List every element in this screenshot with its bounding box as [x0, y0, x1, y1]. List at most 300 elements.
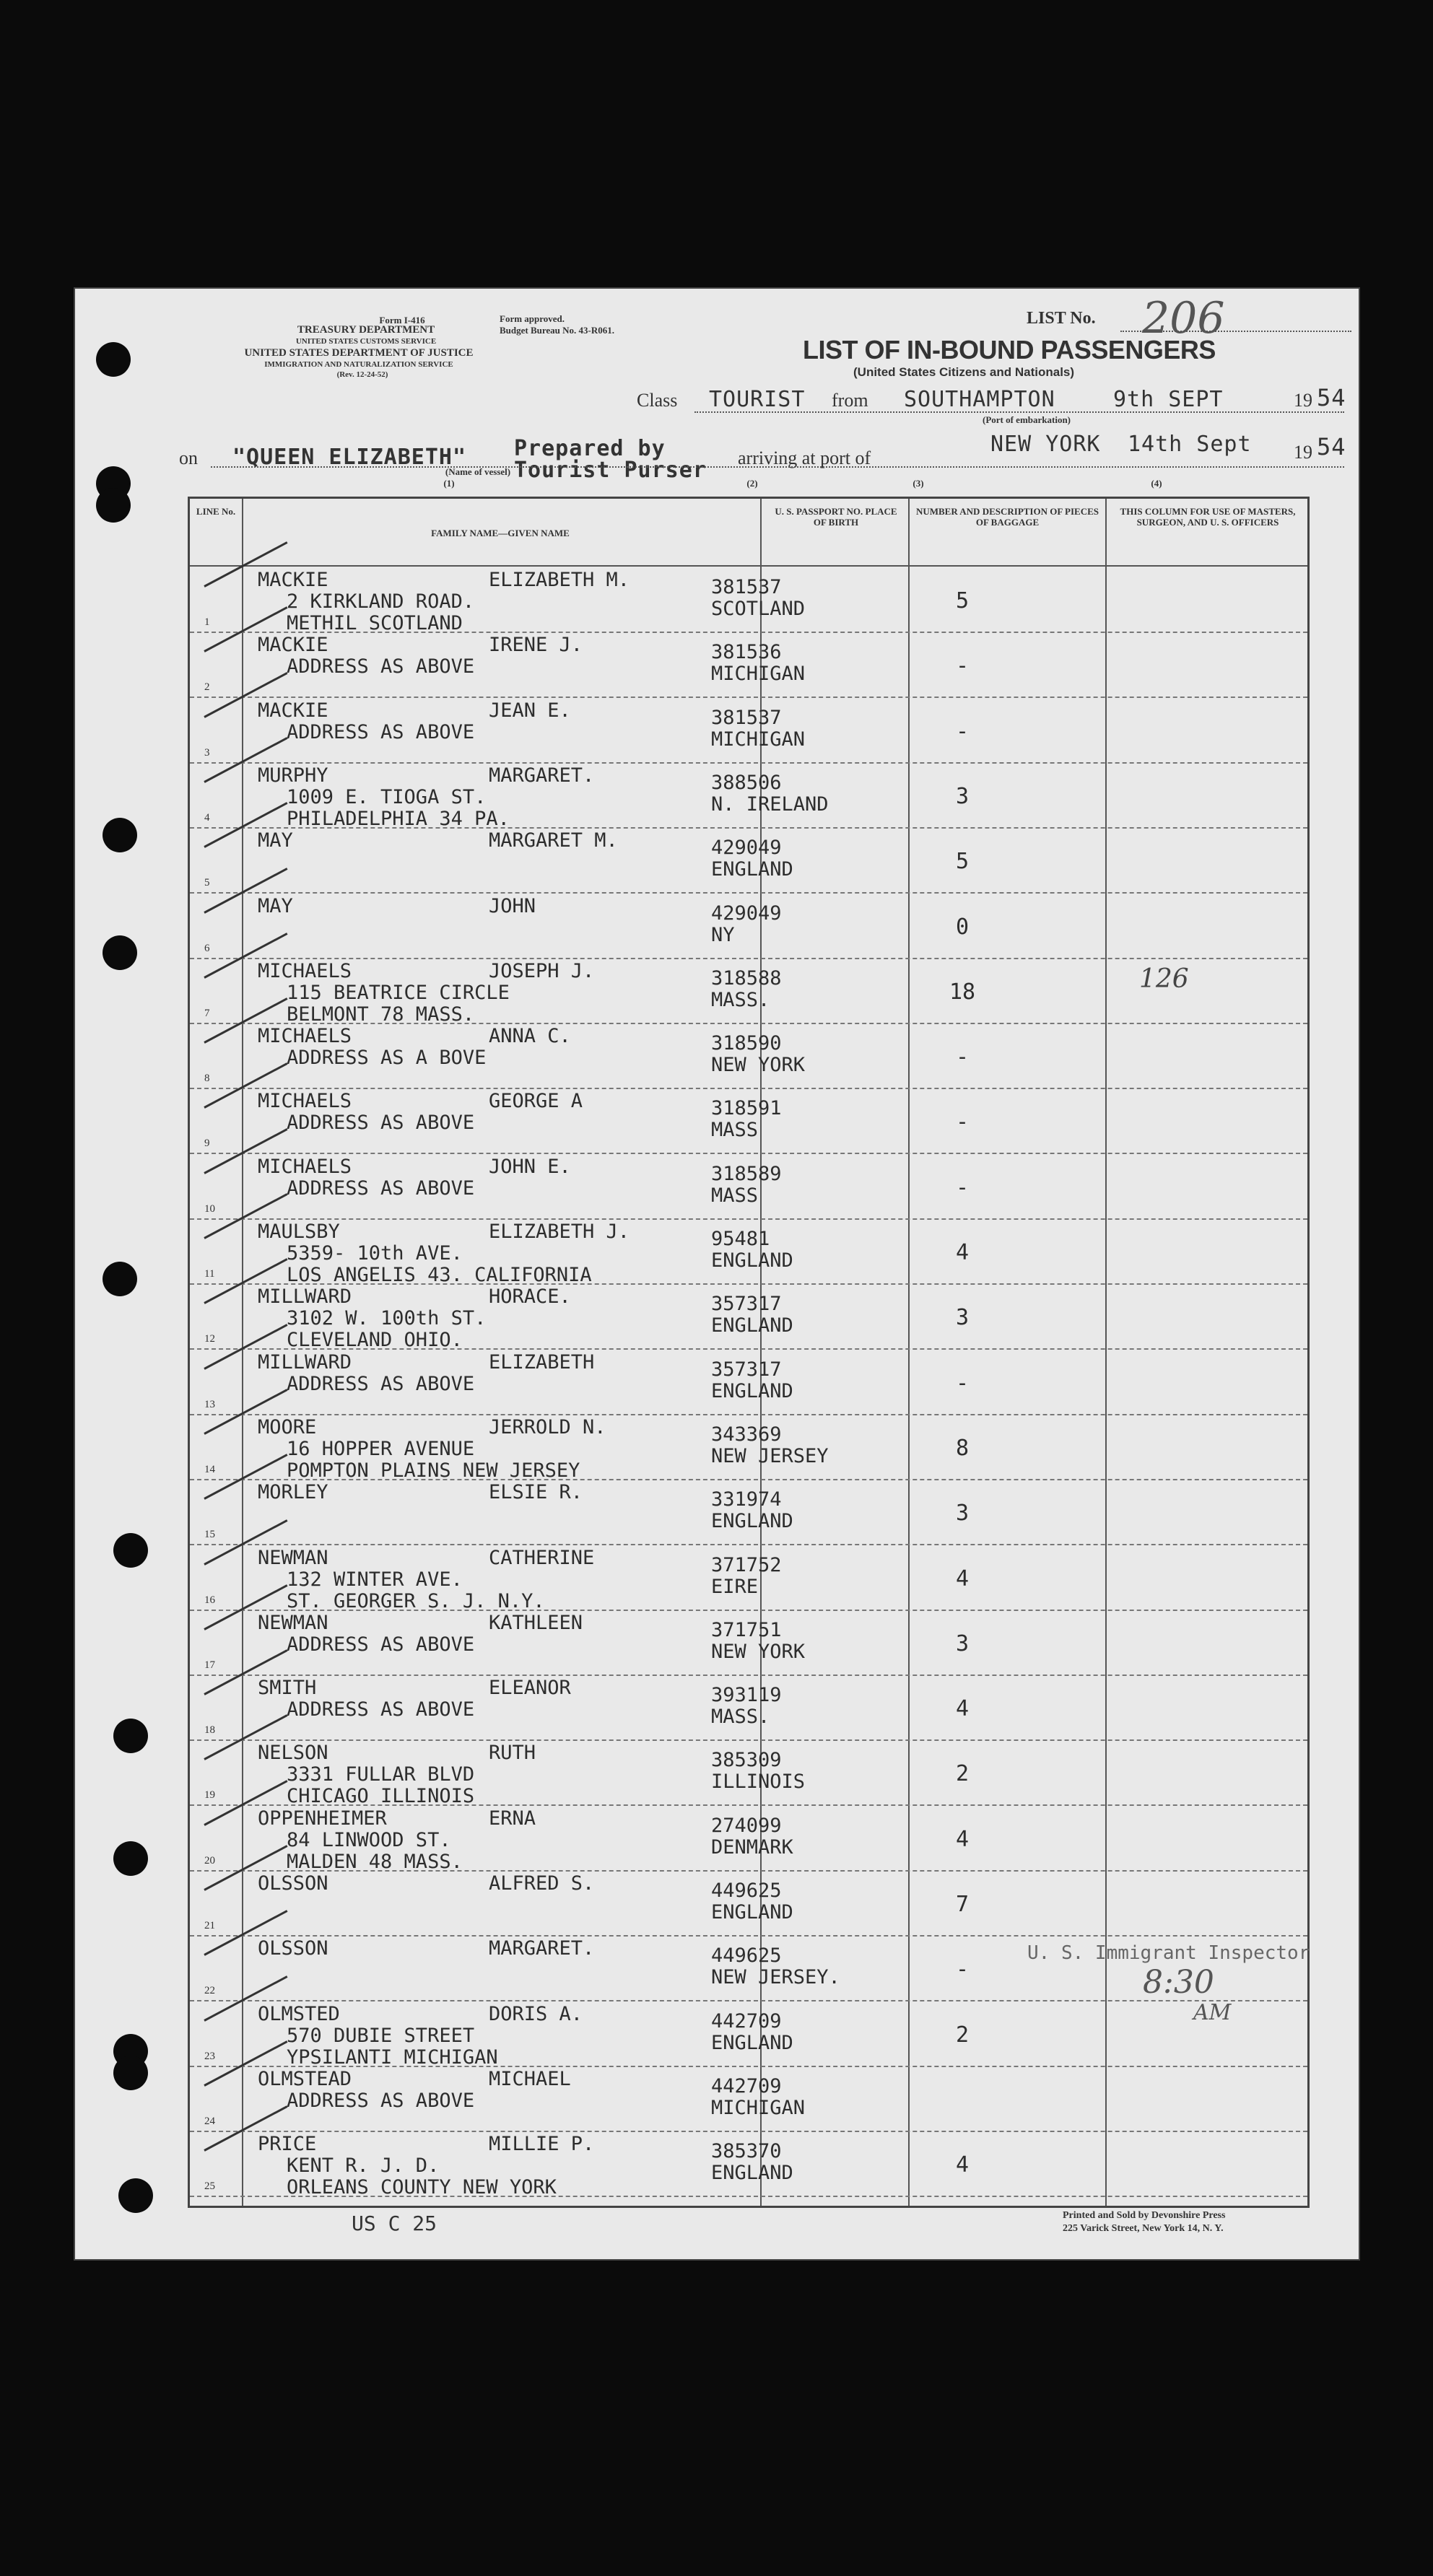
baggage-count: 2	[955, 1761, 970, 1787]
baggage-count: -	[955, 1370, 970, 1396]
address-line-1: ADDRESS AS ABOVE	[287, 720, 475, 743]
binder-hole	[103, 1262, 137, 1296]
address-line-1: ADDRESS AS ABOVE	[287, 655, 475, 678]
passenger-name	[258, 1417, 662, 1482]
passenger-name	[258, 1873, 662, 1895]
given-name: KATHLEEN	[489, 1611, 583, 1634]
address-line-1: 570 DUBIE STREET	[287, 2024, 475, 2047]
line-number: 16	[204, 1594, 215, 1606]
baggage-count: 18	[949, 979, 976, 1005]
baggage-count: -	[955, 1957, 970, 1983]
table-row	[190, 893, 1307, 959]
family-name: MICHAELS	[258, 1155, 352, 1178]
given-name: MARGARET.	[489, 1937, 595, 1960]
given-name: ELIZABETH	[489, 1350, 595, 1374]
officer-number: 126	[1139, 964, 1189, 994]
place-of-birth: DENMARK	[711, 1835, 793, 1859]
printer-line-2: 225 Varick Street, New York 14, N. Y.	[1063, 2223, 1224, 2234]
treasury-dept: TREASURY DEPARTMENT	[297, 324, 435, 336]
baggage-count: 8	[955, 1435, 970, 1461]
passport-cell	[711, 1750, 863, 1793]
family-name: MILLWARD	[258, 1350, 352, 1374]
address-line-1: ADDRESS AS ABOVE	[287, 2089, 475, 2112]
passport-cell	[711, 1033, 863, 1076]
manifest-title: LIST OF IN-BOUND PASSENGERS	[803, 335, 1216, 364]
baggage-count: 7	[955, 1892, 970, 1917]
on-label: on	[179, 447, 198, 468]
address-line-1: 16 HOPPER AVENUE	[287, 1437, 475, 1460]
line-number: 13	[204, 1398, 215, 1410]
embark-year: 54	[1317, 384, 1346, 411]
passport-number: 429049	[711, 901, 782, 925]
given-name: ELSIE R.	[489, 1481, 583, 1504]
passport-number: 442709	[711, 2009, 782, 2033]
address-line-1: ADDRESS AS ABOVE	[287, 1112, 475, 1135]
address-line-1: 3331 FULLAR BLVD	[287, 1763, 475, 1786]
passenger-name	[258, 1677, 662, 1721]
baggage-count: 4	[955, 1240, 970, 1265]
place-of-birth: MASS.	[711, 988, 770, 1011]
passenger-name	[258, 1547, 662, 1612]
place-of-birth: MICHIGAN	[711, 728, 806, 751]
baggage-count: 5	[955, 849, 970, 875]
passenger-name	[258, 896, 662, 917]
passport-cell	[711, 1163, 863, 1207]
given-name: ELIZABETH J.	[489, 1221, 630, 1243]
table-row	[190, 1805, 1307, 1872]
preparer: Tourist Purser	[514, 458, 707, 483]
address-line-1: ADDRESS AS ABOVE	[287, 1698, 475, 1721]
baggage-count: -	[955, 718, 970, 744]
form-approved: Form approved.	[500, 313, 565, 324]
place-of-birth: NEW JERSEY.	[711, 1966, 840, 1989]
table-row	[190, 1283, 1307, 1350]
col-num-1: (1)	[443, 478, 455, 489]
justice-dept: UNITED STATES DEPARTMENT OF JUSTICE	[244, 347, 474, 359]
given-name: MARGARET.	[489, 764, 595, 787]
class-label: Class	[637, 390, 678, 411]
embark-date: 9th SEPT	[1113, 387, 1224, 412]
address-line-2: METHIL SCOTLAND	[287, 612, 463, 634]
revision-date: (Rev. 12-24-52)	[336, 370, 388, 379]
printer-line-1: Printed and Sold by Devonshire Press	[1063, 2210, 1226, 2221]
passport-cell	[711, 1815, 863, 1859]
passport-cell	[711, 2076, 863, 2119]
place-of-birth: ENGLAND	[711, 1379, 793, 1402]
passport-cell	[711, 577, 863, 620]
place-of-birth: MICHIGAN	[711, 663, 806, 686]
ins-service: IMMIGRATION AND NATURALIZATION SERVICE	[264, 360, 453, 369]
baggage-count: 4	[955, 2152, 970, 2178]
place-of-birth: NY	[711, 923, 735, 946]
binder-hole	[118, 2178, 153, 2213]
baggage-count: 4	[955, 1696, 970, 1722]
arrival-port: NEW YORK	[990, 432, 1101, 457]
address-line-1: KENT R. J. D.	[287, 2154, 440, 2178]
passenger-name	[258, 961, 662, 1026]
inspector-ampm: AM	[1193, 2000, 1232, 2025]
binder-hole	[96, 488, 131, 523]
passenger-name	[258, 1808, 662, 1873]
col-header-officers: THIS COLUMN FOR USE OF MASTERS, SURGEON, AND U. S. OFFICERS	[1120, 506, 1296, 528]
place-of-birth: NEW JERSEY	[711, 1444, 829, 1467]
passport-cell	[711, 642, 863, 685]
table-row	[190, 1610, 1307, 1676]
customs-service: UNITED STATES CUSTOMS SERVICE	[295, 337, 437, 346]
family-name: MICHAELS	[258, 959, 352, 982]
address-line-1: 2 KIRKLAND ROAD.	[287, 590, 475, 613]
line-number: 19	[204, 1789, 215, 1802]
address-line-1: ADDRESS AS A BOVE	[287, 1047, 487, 1070]
passenger-name	[258, 1352, 662, 1395]
place-of-birth: ENGLAND	[711, 1249, 793, 1272]
passport-cell	[711, 1098, 863, 1141]
passport-number: 385370	[711, 2140, 782, 2163]
place-of-birth: SCOTLAND	[711, 598, 806, 620]
table-row	[190, 1218, 1307, 1285]
passenger-name	[258, 1482, 662, 1503]
table-row	[190, 762, 1307, 829]
passenger-name	[258, 2134, 662, 2199]
passport-number: 318590	[711, 1032, 782, 1055]
table-row	[190, 697, 1307, 764]
passport-cell	[711, 1228, 863, 1272]
table-row	[190, 1545, 1307, 1611]
family-name: MURPHY	[258, 764, 328, 787]
passenger-name	[258, 1156, 662, 1200]
address-line-2: CLEVELAND OHIO.	[287, 1329, 463, 1352]
place-of-birth: ENGLAND	[711, 2031, 793, 2054]
place-of-birth: MASS.	[711, 1706, 770, 1729]
address-line-1: 115 BEATRICE CIRCLE	[287, 981, 510, 1004]
line-number: 25	[204, 2180, 215, 2193]
given-name: JOSEPH J.	[489, 959, 595, 982]
place-of-birth: ENGLAND	[711, 858, 793, 881]
passenger-name	[258, 1612, 662, 1656]
line-number: 18	[204, 1724, 215, 1737]
from-label: from	[832, 390, 868, 411]
address-line-2: ST. GEORGER S. J. N.Y.	[287, 1589, 545, 1612]
line-number: 9	[204, 1138, 210, 1150]
baggage-count: 2	[955, 2022, 970, 2048]
baggage-count: -	[955, 1109, 970, 1135]
passenger-name	[258, 700, 662, 743]
budget-bureau: Budget Bureau No. 43-R061.	[500, 325, 615, 336]
address-line-1: 84 LINWOOD ST.	[287, 1828, 451, 1851]
binder-hole	[113, 1841, 148, 1876]
passport-cell	[711, 968, 863, 1011]
line-number: 21	[204, 1920, 215, 1931]
baggage-count: 5	[955, 588, 970, 614]
passenger-name	[258, 2004, 662, 2069]
passport-number: 381537	[711, 706, 782, 729]
passport-number: 274099	[711, 1814, 782, 1837]
col-num-3: (3)	[912, 478, 924, 489]
vessel-name: "QUEEN ELIZABETH"	[232, 445, 467, 470]
line-number: 22	[204, 1985, 215, 1997]
passport-number: 318589	[711, 1162, 782, 1185]
table-row	[190, 1088, 1307, 1154]
manifest-subtitle: (United States Citizens and Nationals)	[853, 365, 1075, 379]
family-name: MAY	[258, 829, 293, 852]
baggage-count: 3	[955, 783, 970, 809]
passport-number: 449625	[711, 1944, 782, 1968]
line-number: 1	[204, 616, 210, 628]
given-name: MILLIE P.	[489, 2133, 595, 2156]
baggage-count: -	[955, 1044, 970, 1070]
passport-number: 381536	[711, 641, 782, 664]
family-name: MAY	[258, 894, 293, 917]
given-name: ELEANOR	[489, 1677, 571, 1700]
place-of-birth: ILLINOIS	[711, 1771, 806, 1794]
line-number: 7	[204, 1007, 210, 1019]
passport-cell	[711, 837, 863, 881]
passport-number: 371752	[711, 1553, 782, 1576]
address-line-1: ADDRESS AS ABOVE	[287, 1372, 475, 1395]
arrival-year-prefix: 19	[1294, 442, 1312, 463]
baggage-count: 3	[955, 1501, 970, 1527]
passport-cell	[711, 707, 863, 751]
family-name: MACKIE	[258, 569, 328, 591]
passport-cell	[711, 1293, 863, 1337]
given-name: ANNA C.	[489, 1025, 571, 1048]
passenger-name	[258, 1221, 662, 1286]
vessel-note: (Name of vessel)	[445, 466, 511, 477]
form-code: US C 25	[352, 2212, 437, 2235]
given-name: JERROLD N.	[489, 1415, 606, 1438]
place-of-birth: ENGLAND	[711, 2162, 793, 2185]
line-number: 2	[204, 681, 210, 694]
passport-cell	[711, 1424, 863, 1467]
passport-cell	[711, 772, 863, 816]
passenger-name	[258, 765, 662, 830]
given-name: ERNA	[489, 1807, 536, 1830]
passport-number: 393119	[711, 1684, 782, 1707]
family-name: OPPENHEIMER	[258, 1807, 387, 1830]
passport-number: 318588	[711, 966, 782, 990]
baggage-count: 0	[955, 914, 970, 940]
table-row	[190, 1153, 1307, 1220]
line-number: 12	[204, 1333, 215, 1345]
address-line-1: ADDRESS AS ABOVE	[287, 1633, 475, 1656]
given-name: JOHN	[489, 894, 536, 917]
family-name: MORLEY	[258, 1481, 328, 1504]
table-row	[190, 1349, 1307, 1415]
passport-cell	[711, 1880, 863, 1924]
given-name: ALFRED S.	[489, 1872, 595, 1895]
table-row	[190, 1870, 1307, 1937]
family-name: OLSSON	[258, 1937, 328, 1960]
embark-year-prefix: 19	[1294, 390, 1312, 411]
given-name: ELIZABETH M.	[489, 569, 630, 591]
given-name: GEORGE A	[489, 1090, 583, 1113]
family-name: MICHAELS	[258, 1090, 352, 1113]
given-name: IRENE J.	[489, 634, 583, 657]
address-line-1: ADDRESS AS ABOVE	[287, 1176, 475, 1200]
passenger-name	[258, 1938, 662, 1960]
given-name: HORACE.	[489, 1285, 571, 1309]
passport-cell	[711, 1945, 863, 1988]
place-of-birth: MASS	[711, 1119, 759, 1142]
place-of-birth: EIRE	[711, 1575, 759, 1598]
passport-number: 343369	[711, 1423, 782, 1446]
table-row	[190, 1414, 1307, 1480]
passport-cell	[711, 903, 863, 946]
given-name: MARGARET M.	[489, 829, 618, 852]
place-of-birth: MASS	[711, 1184, 759, 1207]
given-name: CATHERINE	[489, 1546, 595, 1569]
line-number: 4	[204, 811, 210, 824]
prepared-by: Prepared by	[514, 436, 666, 461]
address-line-2: PHILADELPHIA 34 PA.	[287, 807, 510, 830]
address-line-2: YPSILANTI MICHIGAN	[287, 2045, 498, 2069]
place-of-birth: ENGLAND	[711, 1510, 793, 1533]
passenger-name	[258, 1742, 662, 1807]
table-row	[190, 632, 1307, 698]
list-no-label: LIST No.	[1027, 309, 1096, 328]
family-name: MICHAELS	[258, 1025, 352, 1048]
from-port: SOUTHAMPTON	[904, 387, 1055, 412]
passport-number: 388506	[711, 771, 782, 794]
address-line-1: 3102 W. 100th ST.	[287, 1307, 487, 1330]
baggage-count: 3	[955, 1305, 970, 1331]
form-number: Form I-416	[379, 315, 425, 326]
place-of-birth: MICHIGAN	[711, 2096, 806, 2119]
address-line-2: POMPTON PLAINS NEW JERSEY	[287, 1459, 580, 1482]
family-name: NEWMAN	[258, 1546, 328, 1569]
inspector-stamp: U. S. Immigrant Inspector	[1027, 1942, 1310, 1964]
address-line-1: 132 WINTER AVE.	[287, 1568, 463, 1591]
passenger-name	[258, 569, 662, 634]
class-value: TOURIST	[709, 387, 806, 412]
binder-hole	[113, 1533, 148, 1568]
table-row	[190, 1479, 1307, 1545]
passport-cell	[711, 1555, 863, 1598]
passport-cell	[711, 1489, 863, 1532]
list-underline	[1120, 331, 1351, 332]
line-number: 24	[204, 2115, 215, 2127]
line-number: 3	[204, 746, 210, 759]
binder-hole	[113, 2056, 148, 2090]
binder-hole	[103, 935, 137, 970]
passenger-name	[258, 2069, 662, 2112]
line-number: 6	[204, 942, 210, 954]
baggage-count: 3	[955, 1630, 970, 1656]
passport-cell	[711, 2011, 863, 2054]
vessel-underline	[211, 466, 1344, 468]
class-underline	[694, 411, 1344, 413]
col-header-line: LINE No.	[196, 506, 236, 517]
passenger-name	[258, 634, 662, 678]
baggage-count: 4	[955, 1826, 970, 1852]
family-name: MACKIE	[258, 699, 328, 722]
given-name: JEAN E.	[489, 699, 571, 722]
table-row	[190, 1023, 1307, 1089]
place-of-birth: ENGLAND	[711, 1314, 793, 1337]
col-header-passport: U. S. PASSPORT NO. PLACE OF BIRTH	[775, 506, 897, 528]
table-row	[190, 567, 1307, 633]
passport-number: 95481	[711, 1228, 770, 1250]
passport-cell	[711, 1620, 863, 1663]
passport-number: 357317	[711, 1358, 782, 1381]
line-number: 20	[204, 1854, 215, 1866]
address-line-2: CHICAGO ILLINOIS	[287, 1785, 475, 1808]
family-name: MILLWARD	[258, 1285, 352, 1309]
family-name: OLMSTEAD	[258, 2067, 352, 2090]
family-name: MACKIE	[258, 634, 328, 657]
arrival-year: 54	[1317, 433, 1346, 460]
col-num-2: (2)	[746, 478, 758, 489]
binder-hole	[96, 342, 131, 377]
col-num-4: (4)	[1151, 478, 1162, 489]
passport-number: 331974	[711, 1488, 782, 1511]
line-number: 8	[204, 1073, 210, 1085]
binder-hole	[113, 1719, 148, 1753]
line-number: 23	[204, 2050, 215, 2062]
address-line-2: ORLEANS COUNTY NEW YORK	[287, 2176, 557, 2199]
passport-number: 381537	[711, 576, 782, 598]
port-note: (Port of embarkation)	[982, 414, 1071, 425]
table-row	[190, 1739, 1307, 1806]
passenger-table	[188, 497, 1310, 2208]
table-row	[190, 827, 1307, 894]
given-name: MICHAEL	[489, 2067, 571, 2090]
passport-cell	[711, 1685, 863, 1728]
arriving-label: arriving at port of	[738, 447, 871, 468]
table-row	[190, 1675, 1307, 1741]
line-number: 10	[204, 1202, 215, 1215]
family-name: NELSON	[258, 1742, 328, 1765]
line-number: 15	[204, 1529, 215, 1541]
given-name: RUTH	[489, 1742, 536, 1765]
line-number: 5	[204, 877, 210, 889]
baggage-count: -	[955, 653, 970, 679]
address-line-2: BELMONT 78 MASS.	[287, 1003, 475, 1026]
list-number: 206	[1142, 293, 1225, 344]
place-of-birth: NEW YORK	[711, 1640, 806, 1663]
passport-number: 357317	[711, 1293, 782, 1316]
family-name: MAULSBY	[258, 1221, 340, 1243]
table-row	[190, 2131, 1307, 2197]
address-line-2: LOS ANGELIS 43. CALIFORNIA	[287, 1264, 592, 1286]
passenger-name	[258, 1286, 662, 1351]
line-number: 17	[204, 1659, 215, 1671]
passport-number: 371751	[711, 1618, 782, 1641]
place-of-birth: ENGLAND	[711, 1901, 793, 1924]
passport-cell	[711, 2141, 863, 2184]
binder-hole	[103, 818, 137, 852]
line-number: 14	[204, 1463, 215, 1475]
passport-cell	[711, 1359, 863, 1402]
passport-number: 385309	[711, 1749, 782, 1772]
family-name: OLSSON	[258, 1872, 328, 1895]
line-number: 11	[204, 1268, 215, 1280]
given-name: DORIS A.	[489, 2002, 583, 2025]
family-name: NEWMAN	[258, 1611, 328, 1634]
col-header-name: FAMILY NAME—GIVEN NAME	[431, 528, 570, 538]
baggage-count: -	[955, 1174, 970, 1200]
passport-number: 442709	[711, 2074, 782, 2097]
passenger-name	[258, 1091, 662, 1134]
passport-number: 429049	[711, 837, 782, 860]
passport-number: 449625	[711, 1879, 782, 1902]
given-name: JOHN E.	[489, 1155, 571, 1178]
manifest-sheet	[74, 287, 1360, 2261]
baggage-count: 4	[955, 1566, 970, 1592]
arrival-date: 14th Sept	[1128, 432, 1252, 457]
address-line-1: 1009 E. TIOGA ST.	[287, 785, 487, 808]
col-header-baggage: NUMBER AND DESCRIPTION OF PIECES OF BAGGAGE	[915, 506, 1099, 528]
